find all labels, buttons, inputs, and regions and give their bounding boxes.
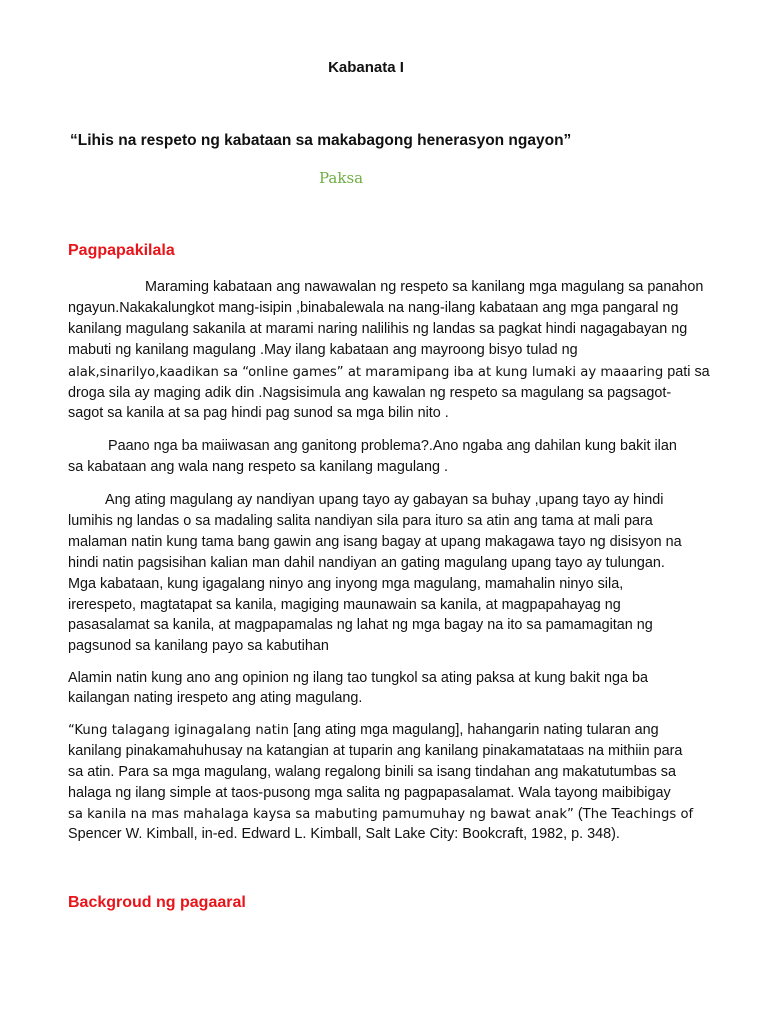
chapter-label: Kabanata I (328, 59, 404, 76)
paragraph-1-line-5 (68, 364, 710, 381)
quote-line-1-rest: [ang ating mga magulang], hahangarin nating tularan ang (288, 722, 659, 738)
quote-line-3: sa atin. Para sa mga magulang, walang regalong binili sa isang tindahan ang makatutumbas sa (68, 764, 676, 780)
paragraph-3-line-1: Ang ating magulang ay nandiyan upang tayo ay gabayan sa buhay ,upang tayo ay hindi (105, 492, 664, 508)
quote-line-2: kanilang pinakamahuhusay na katangian at tuparin ang kanilang pinakamatataas na mithiin para (68, 743, 683, 759)
quote-line-1 (68, 722, 659, 739)
subtitle-paksa: Paksa (319, 169, 364, 187)
paragraph-4-line-1: Alamin natin kung ano ang opinion ng ilang tao tungkol sa ating paksa at kung bakit nga ba (68, 670, 649, 686)
paragraph-1-line-5-alt-font: alak,sinarilyo,kaadikan sa “online games” at maramipang iba at kung lumaki ay maaaring (68, 365, 664, 380)
quote-line-5 (68, 806, 693, 823)
paragraph-1-line-3: kanilang magulang sakanila at marami naring nalilihis ng landas sa pagkat hindi nagagabayan ng (68, 321, 688, 337)
paragraph-2-line-2: sa kabataan ang wala nang respeto sa kanilang magulang . (68, 459, 449, 475)
quote-line-5-citation: The Teachings of (582, 807, 694, 822)
quote-line-5-paren: ( (573, 806, 583, 822)
paragraph-3-line-8: pagsunod sa kanilang payo sa kabutihan (68, 638, 329, 654)
paragraph-3-line-4: hindi natin pagsisihan kalian man dahil nandiyan an gating magulang upang tayo ay tulungan. (68, 555, 665, 571)
quote-line-1-alt-font: “Kung talagang iginagalang natin (68, 723, 289, 738)
quote-line-4: halaga ng ilang simple at taos-pusong mga salita ng pagpapasalamat. Wala tayong maibibigay (68, 785, 671, 801)
quote-line-5-alt-font: sa kanila na mas mahalaga kaysa sa mabuting pamumuhay ng bawat anak” (68, 807, 574, 822)
paragraph-1-line-5-end: pati sa (663, 364, 710, 380)
quote-line-6: Spencer W. Kimball, in-ed. Edward L. Kimball, Salt Lake City: Bookcraft, 1982, p. 348). (68, 826, 620, 842)
paragraph-3-line-3: malaman natin kung tama bang gawin ang isang bagay at upang makagawa tayo ng disisyon na (68, 534, 682, 550)
section-heading-pagpapakilala: Pagpapakilala (68, 242, 175, 259)
paragraph-1-line-6: droga sila ay maging adik din .Nagsisimula ang kawalan ng respeto sa magulang sa pagsagot- (68, 385, 672, 401)
paragraph-2-line-1: Paano nga ba maiiwasan ang ganitong problema?.Ano ngaba ang dahilan kung bakit ilan (108, 438, 677, 454)
section-heading-background: Backgroud ng pagaaral (68, 894, 246, 911)
paragraph-1-line-7: sagot sa kanila at sa pag hindi pag sunod sa mga bilin nito . (68, 405, 449, 421)
paragraph-1-line-4: mabuti ng kanilang magulang .May ilang kabataan ang mayroong bisyo tulad ng (68, 342, 578, 358)
paragraph-1-line-1: Maraming kabataan ang nawawalan ng respeto sa kanilang mga magulang sa panahon (145, 279, 704, 295)
paragraph-3-line-7: pasasalamat sa kanila, at magpapamalas ng lahat ng mga bagay na ito sa pamamagitan ng (68, 617, 653, 633)
paragraph-3-line-6: irerespeto, magtatapat sa kanila, magiging maunawain sa kanila, at magpapahayag ng (68, 597, 621, 613)
paragraph-3-line-5: Mga kabataan, kung igagalang ninyo ang inyong mga magulang, mamahalin ninyo sila, (68, 576, 624, 592)
paragraph-4-line-2: kailangan nating irespeto ang ating magulang. (68, 690, 363, 706)
document-title: “Lihis na respeto ng kabataan sa makabagong henerasyon ngayon” (70, 132, 572, 149)
paragraph-3-line-2: lumihis ng landas o sa madaling salita nandiyan sila para ituro sa atin ang tama at mali para (68, 513, 653, 529)
paragraph-1-line-2: ngayun.Nakakalungkot mang-isipin ,binabalewala na nang-ilang kabataan ang mga pangaral ng (68, 300, 679, 316)
